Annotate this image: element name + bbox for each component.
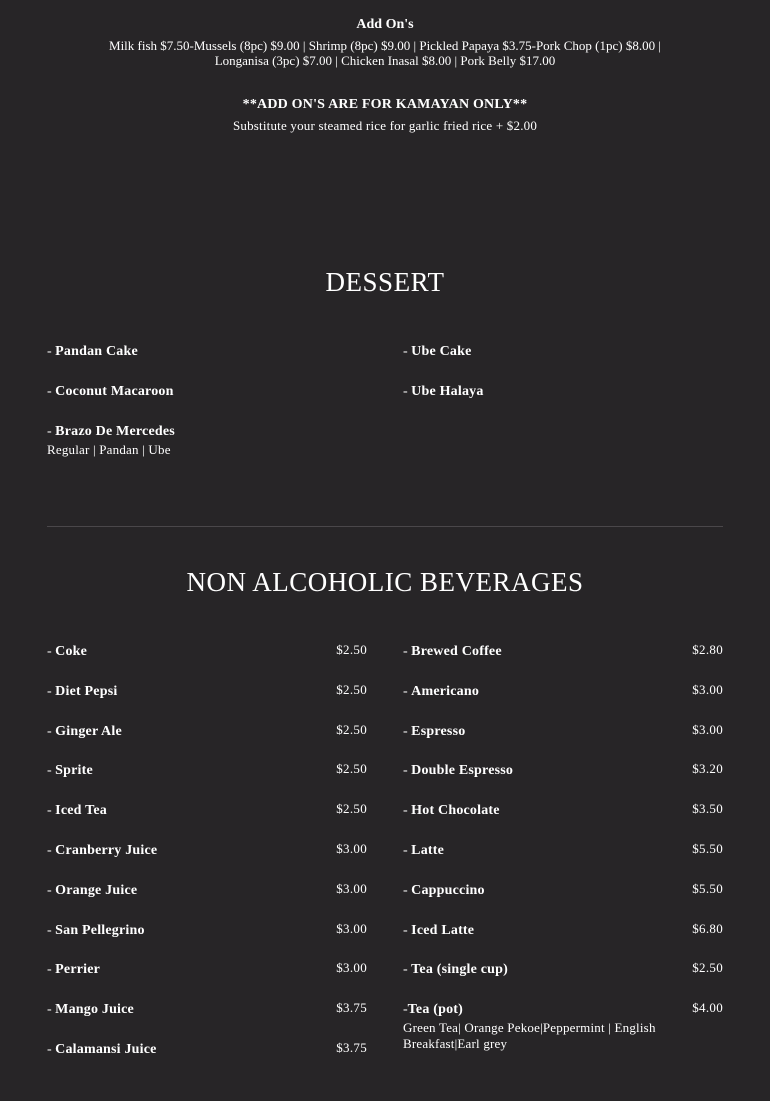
menu-item (47, 342, 367, 362)
menu-item-price: $3.75 (336, 1000, 367, 1016)
menu-item (47, 921, 367, 941)
menu-item-name: -Tea (pot) (403, 1002, 464, 1018)
menu-item-price: $2.50 (336, 761, 367, 777)
menu-item-price: $3.00 (336, 880, 367, 896)
menu-item-name: - Diet Pepsi (47, 683, 118, 699)
menu-item-description: Green Tea| Orange Pekoe|Peppermint | English Breakfast|Earl grey (403, 1020, 656, 1052)
menu-item-name: - Iced Tea (47, 803, 107, 819)
menu-item-price: $3.75 (336, 1040, 367, 1055)
menu-item-name: - Coke (47, 644, 88, 659)
menu-item (403, 841, 723, 861)
rice-substitution-note: Substitute your steamed rice for garlic fried rice + $2.00 (232, 118, 538, 133)
menu-item-name: - Americano (403, 683, 480, 699)
menu-item (47, 841, 367, 861)
add-ons-line-1: Milk fish $7.50-Mussels (8pc) $9.00 | Shrimp (8pc) $9.00 | Pickled Papaya $3.75-Pork Chop (1pc) $8.00 | (109, 38, 661, 53)
menu-item-name: - Espresso (403, 723, 466, 739)
menu-item-name: - Perrier (47, 962, 101, 978)
add-ons-line-2: Longanisa (3pc) $7.00 | Chicken Inasal $8.00 | Pork Belly $17.00 (214, 53, 556, 68)
menu-item-price: $2.50 (336, 721, 367, 737)
menu-item (47, 722, 367, 742)
menu-item-price: $3.50 (692, 801, 723, 817)
menu-item-name: - Hot Chocolate (403, 803, 500, 819)
menu-item (403, 1000, 723, 1052)
menu-item-name: - Tea (single cup) (403, 962, 508, 978)
add-ons-list (50, 38, 720, 68)
menu-item (47, 761, 367, 781)
menu-item-name: - Orange Juice (47, 882, 138, 898)
menu-item-price: $3.00 (336, 960, 367, 976)
menu-item-price: $3.00 (336, 920, 367, 936)
menu-item-name: - Brazo De Mercedes (47, 424, 175, 439)
menu-item-name: - Calamansi Juice (47, 1042, 157, 1057)
menu-item (403, 921, 723, 941)
menu-item-name: - San Pellegrino (47, 922, 145, 938)
menu-item-name: - Coconut Macaroon (47, 384, 174, 399)
menu-item-price: $3.20 (692, 761, 723, 777)
menu-item (47, 422, 367, 457)
menu-item (403, 722, 723, 742)
menu-item (403, 960, 723, 980)
menu-item-price: $6.80 (692, 920, 723, 936)
menu-item (47, 642, 367, 662)
menu-item-price: $2.50 (336, 642, 367, 657)
menu-item-name: - Iced Latte (403, 922, 475, 938)
menu-item-name: - Latte (403, 843, 445, 858)
menu-item (403, 801, 723, 821)
menu-item-price: $5.50 (692, 880, 723, 896)
menu-item (47, 881, 367, 901)
menu-item-price: $2.50 (336, 681, 367, 697)
menu-item-name: - Ube Halaya (403, 384, 484, 399)
menu-item-name: - Double Espresso (403, 763, 514, 779)
menu-item (47, 1040, 367, 1060)
menu-item (47, 1000, 367, 1020)
menu-item (47, 382, 367, 402)
menu-item-name: - Pandan Cake (47, 344, 138, 359)
add-ons-section (0, 16, 770, 135)
menu-item (47, 801, 367, 821)
menu-item (403, 642, 723, 662)
section-divider (47, 526, 723, 527)
menu-item (403, 682, 723, 702)
menu-item-name: - Cappuccino (403, 882, 485, 898)
menu-item-price: $2.50 (692, 960, 723, 976)
add-ons-title: Add On's (356, 17, 414, 32)
menu-item (47, 682, 367, 702)
beverages-section-title: NON ALCOHOLIC BEVERAGES (186, 567, 584, 597)
menu-item-description: Regular | Pandan | Ube (47, 442, 171, 457)
menu-item-price: $4.00 (692, 1000, 723, 1016)
menu-item (403, 382, 723, 402)
menu-item-price: $5.50 (692, 841, 723, 856)
add-ons-note: **ADD ON'S ARE FOR KAMAYAN ONLY** (242, 97, 528, 112)
menu-item (403, 881, 723, 901)
menu-item-name: - Ginger Ale (47, 723, 122, 739)
menu-item-price: $2.80 (692, 642, 723, 657)
menu-item-name: - Cranberry Juice (47, 843, 158, 858)
menu-item-price: $2.50 (336, 801, 367, 817)
menu-item-name: - Sprite (47, 763, 93, 779)
menu-item (403, 761, 723, 781)
menu-item-price: $3.00 (336, 841, 367, 856)
menu-item-price: $3.00 (692, 681, 723, 697)
menu-item-name: - Mango Juice (47, 1002, 134, 1018)
menu-item-name: - Ube Cake (403, 344, 472, 359)
menu-item (47, 960, 367, 980)
menu-item-name: - Brewed Coffee (403, 644, 502, 659)
dessert-section-title: DESSERT (325, 267, 445, 297)
menu-item (403, 342, 723, 362)
menu-item-price: $3.00 (692, 721, 723, 737)
